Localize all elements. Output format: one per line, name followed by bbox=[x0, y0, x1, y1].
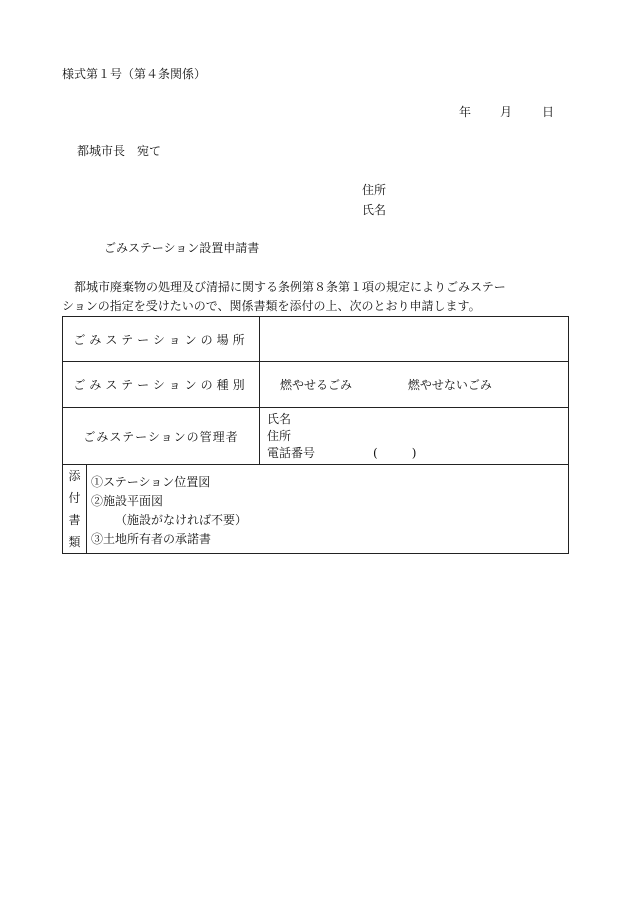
applicant-name-label: 氏名 bbox=[362, 203, 387, 217]
intro-line: 都城市廃棄物の処理及び清掃に関する条例第８条第１項の規定によりごみステー bbox=[74, 280, 506, 294]
application-table bbox=[62, 316, 569, 554]
attachments-heading bbox=[63, 465, 87, 554]
manager-fields-cell bbox=[260, 408, 569, 465]
type-option-non-burnable[interactable]: 燃やせないごみ bbox=[407, 378, 492, 392]
manager-phone-field[interactable] bbox=[260, 445, 568, 462]
type-label: ごみステーションの種別 bbox=[63, 362, 260, 408]
attachments-heading-char: 書 bbox=[68, 513, 81, 527]
phone-paren-close: ) bbox=[411, 445, 417, 460]
attachment-note: （施設がなければ不要） bbox=[115, 513, 248, 527]
location-row bbox=[63, 317, 569, 362]
date-month-label: 月 bbox=[500, 105, 513, 119]
type-row bbox=[63, 362, 569, 408]
phone-label: 電話番号 bbox=[267, 445, 316, 460]
manager-row bbox=[63, 408, 569, 465]
document-title: ごみステーション設置申請書 bbox=[104, 241, 260, 255]
attachments-row bbox=[63, 465, 569, 554]
manager-address-field[interactable]: 住所 bbox=[267, 428, 292, 443]
type-options-cell bbox=[260, 362, 569, 408]
date-day-label: 日 bbox=[542, 105, 555, 119]
intro-line: ションの指定を受けたいので、関係書類を添付の上、次のとおり申請します。 bbox=[62, 299, 481, 313]
attachment-item: ②施設平面図 bbox=[91, 494, 164, 508]
phone-paren-open: ( bbox=[373, 445, 378, 460]
intro-paragraph bbox=[62, 278, 574, 316]
location-value-cell[interactable] bbox=[260, 317, 569, 362]
manager-label: ごみステーションの管理者 bbox=[63, 408, 260, 465]
attachments-heading-char: 類 bbox=[68, 535, 81, 549]
attachment-item: ①ステーション位置図 bbox=[91, 475, 211, 489]
attachments-list bbox=[87, 465, 569, 554]
type-option-burnable[interactable]: 燃やせるごみ bbox=[280, 378, 353, 392]
attachments-heading-char: 添 bbox=[68, 469, 81, 483]
manager-name-field[interactable]: 氏名 bbox=[267, 411, 292, 426]
date-year-label: 年 bbox=[459, 105, 472, 119]
location-label: ごみステーションの場所 bbox=[63, 317, 260, 362]
form-number: 様式第１号（第４条関係） bbox=[62, 67, 207, 81]
addressee: 都城市長 宛て bbox=[77, 144, 162, 158]
attachments-heading-char: 付 bbox=[68, 491, 81, 505]
attachment-item: ③土地所有者の承諾書 bbox=[91, 532, 212, 546]
applicant-address-label: 住所 bbox=[362, 183, 387, 197]
